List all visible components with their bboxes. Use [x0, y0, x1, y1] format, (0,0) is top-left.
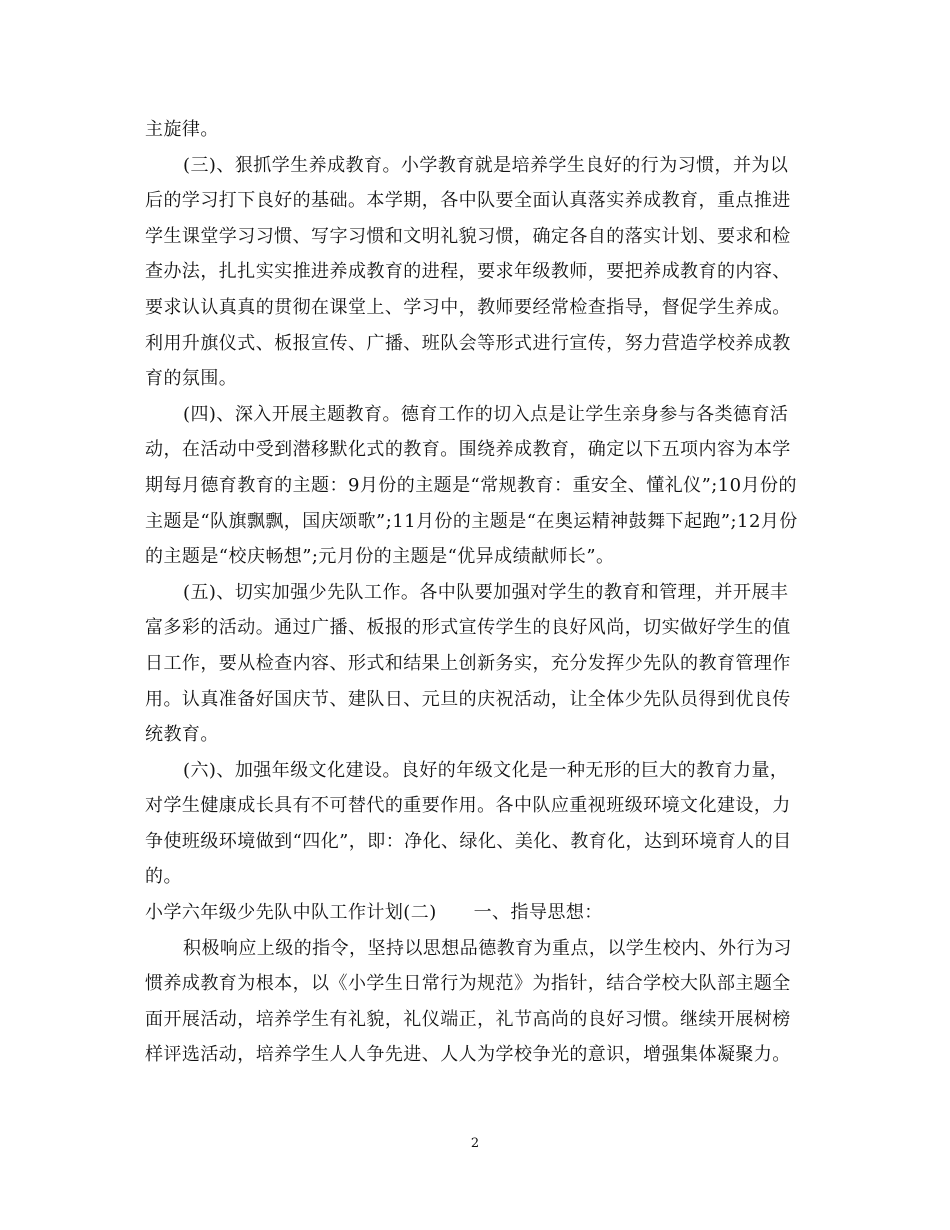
text-line: 富多彩的活动。通过广播、板报的形式宣传学生的良好风尚，切实做好学生的值: [145, 617, 791, 639]
text-line: 主旋律。: [145, 119, 219, 140]
text-line: 统教育。: [145, 724, 219, 746]
text-line: 样评选活动，培养学生人人争先进、人人为学校争光的意识，增强集体凝聚力。: [145, 1044, 791, 1066]
paragraph-three-start: (三)、狠抓学生养成教育。小学教育就是培养学生良好的行为习惯，并为以: [183, 154, 789, 176]
text-line: 期每月德育教育的主题：9月份的主题是“常规教育：重安全、懂礼仪”;10月份的: [145, 474, 797, 496]
text-line: 查办法，扎扎实实推进养成教育的进程，要求年级教师，要把养成教育的内容、: [145, 261, 791, 283]
guiding-thought-paragraph-start: 积极响应上级的指令，坚持以思想品德教育为重点，以学生校内、外行为习: [183, 937, 792, 959]
body-text: [145, 112, 805, 1073]
text-line: 面开展活动，培养学生有礼貌，礼仪端正，礼节高尚的良好习惯。继续开展树榜: [145, 1008, 791, 1030]
paragraph-four-start: (四)、深入开展主题教育。德育工作的切入点是让学生亲身参与各类德育活: [183, 403, 789, 425]
text-line: 对学生健康成长具有不可替代的重要作用。各中队应重视班级环境文化建设，力: [145, 795, 791, 817]
section-heading-plan-two: 小学六年级少先队中队工作计划(二) 一、指导思想：: [145, 902, 603, 924]
text-line: 后的学习打下良好的基础。本学期，各中队要全面认真落实养成教育，重点推进: [145, 190, 791, 212]
text-line: 学生课堂学习习惯、写字习惯和文明礼貌习惯，确定各自的落实计划、要求和检: [145, 225, 791, 247]
text-line: 的。: [145, 866, 182, 888]
text-line: 利用升旗仪式、板报宣传、广播、班队会等形式进行宣传，努力营造学校养成教: [145, 332, 791, 354]
paragraph-five-start: (五)、切实加强少先队工作。各中队要加强对学生的教育和管理，并开展丰: [183, 581, 789, 603]
text-line: 育的氛围。: [145, 368, 238, 390]
text-line: 日工作，要从检查内容、形式和结果上创新务实，充分发挥少先队的教育管理作: [145, 652, 791, 674]
paragraph-six-start: (六)、加强年级文化建设。良好的年级文化是一种无形的巨大的教育力量，: [183, 759, 789, 781]
text-line: 用。认真准备好国庆节、建队日、元旦的庆祝活动，让全体少先队员得到优良传: [145, 688, 791, 710]
text-line: 的主题是“校庆畅想”;元月份的主题是“优异成绩献师长”。: [145, 546, 615, 568]
text-line: 动，在活动中受到潜移默化式的教育。围绕养成教育，确定以下五项内容为本学: [145, 439, 791, 461]
text-line: 主题是“队旗飘飘，国庆颂歌”;11月份的主题是“在奥运精神鼓舞下起跑”;12月份: [145, 510, 798, 532]
page-number: 2: [470, 1136, 480, 1151]
text-line: 争使班级环境做到“四化”，即：净化、绿化、美化、教育化，达到环境育人的目: [145, 830, 792, 852]
text-line: 惯养成教育为根本，以《小学生日常行为规范》为指针，结合学校大队部主题全: [145, 973, 791, 995]
text-line: 要求认认真真的贯彻在课堂上、学习中，教师要经常检查指导，督促学生养成。: [145, 296, 791, 318]
